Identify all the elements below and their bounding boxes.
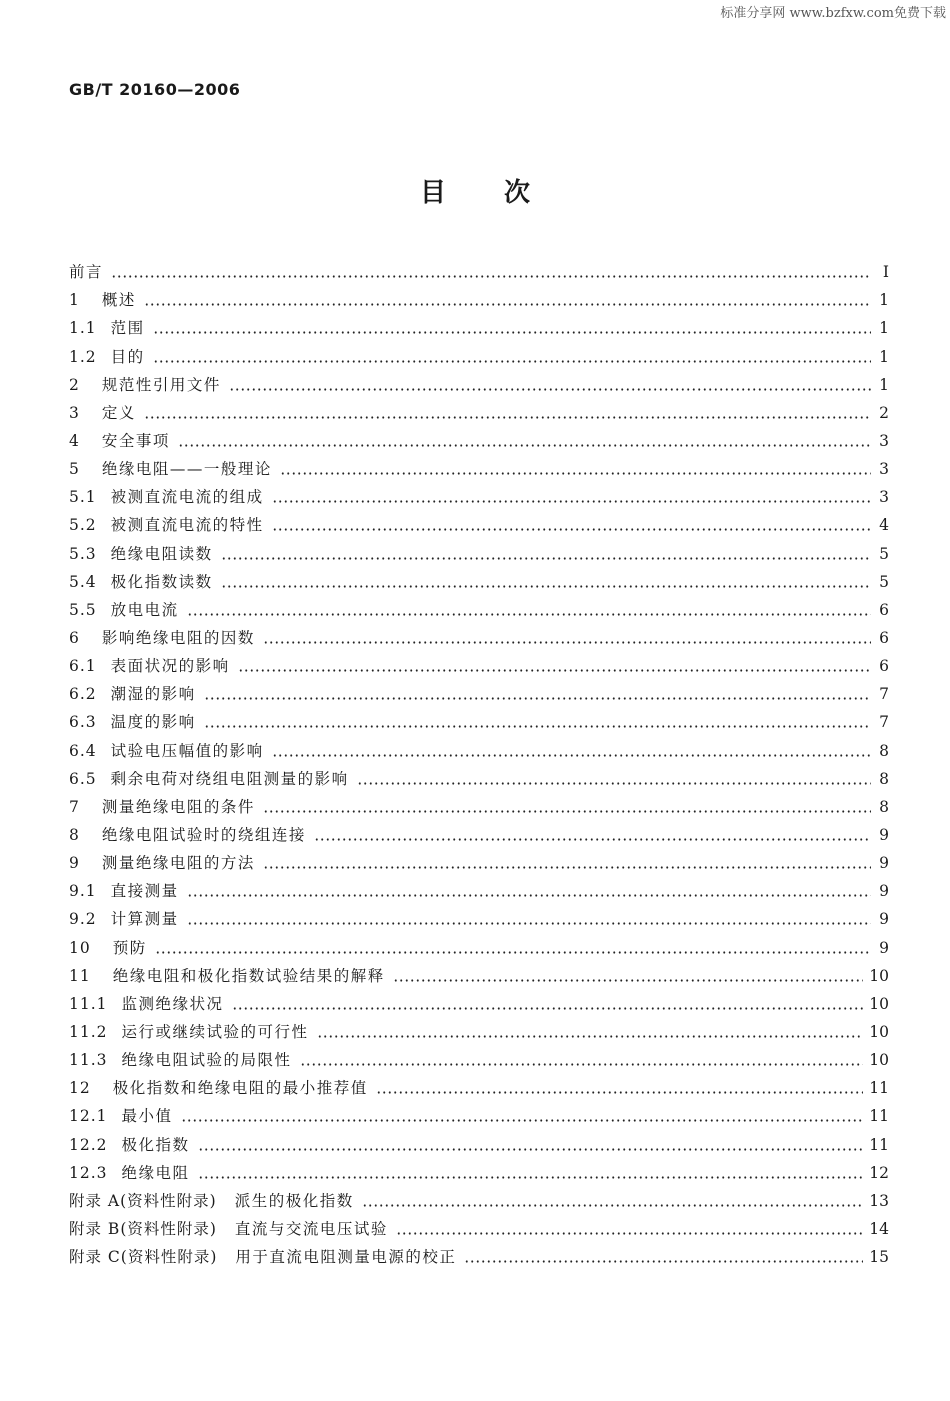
toc-leader-dots [144,416,871,419]
toc-leader-dots [187,613,871,616]
toc-entry[interactable] [69,990,889,1018]
toc-entry-page: 3 [879,431,889,450]
toc-entry-number: 6.1 [69,657,97,676]
toc-leader-dots [153,360,871,363]
toc-entry-title: 极化指数和绝缘电阻的最小推荐值 [112,1079,368,1098]
toc-entry[interactable] [69,821,889,849]
toc-leader-dots [263,866,871,869]
toc-entry[interactable] [69,933,889,961]
toc-entry-title: 极化指数 [121,1135,190,1154]
toc-entry-page: 8 [879,797,889,816]
toc-entry-number: 1.1 [69,319,97,338]
toc-entry-page: 12 [869,1163,889,1182]
toc-leader-dots [198,1176,864,1179]
toc-entry[interactable] [69,1215,889,1243]
toc-entry-page: 9 [879,825,889,844]
toc-entry-title: 概述 [101,291,136,310]
toc-leader-dots [263,641,871,644]
toc-entry-number: 4 [69,431,80,450]
toc-entry-number: 11.1 [69,994,108,1013]
toc-leader-dots [263,810,871,813]
toc-entry-number: 12.3 [69,1163,108,1182]
toc-entry-number: 9.2 [69,910,97,929]
toc-entry[interactable] [69,1018,889,1046]
toc-entry-title: 安全事项 [101,431,170,450]
toc-leader-dots [272,500,871,503]
toc-entry-page: 2 [879,403,889,422]
toc-entry-title: 极化指数读数 [110,572,213,591]
toc-entry-title: 最小值 [121,1107,173,1126]
toc-entry-page: 6 [879,657,889,676]
toc-entry-number: 5.1 [69,488,97,507]
toc-entry-title: 剩余电荷对绕组电阻测量的影响 [110,769,349,788]
toc-entry-number: 11 [69,966,91,985]
toc-entry-title: 温度的影响 [110,713,196,732]
toc-entry[interactable] [69,877,889,905]
toc-entry-title: 目的 [110,347,145,366]
toc-entry-page: 10 [869,966,889,985]
toc-leader-dots [232,1007,864,1010]
toc-entry-page: 10 [869,994,889,1013]
toc-entry-title: 运行或继续试验的可行性 [121,1022,309,1041]
toc-entry-title: 放电电流 [110,600,179,619]
toc-entry-page: 8 [879,769,889,788]
toc-entry-page: 15 [869,1248,889,1267]
toc-entry-number: 附录 C(资料性附录) [69,1248,218,1267]
toc-entry-page: 6 [879,600,889,619]
toc-entry[interactable] [69,286,889,314]
toc-entry[interactable] [69,736,889,764]
toc-entry-title: 定义 [101,403,136,422]
toc-entry-page: 9 [879,938,889,957]
toc-leader-dots [300,1063,864,1066]
toc-leader-dots [155,951,871,954]
toc-entry[interactable] [69,1159,889,1187]
toc-entry-number: 10 [69,938,91,957]
standard-code: GB/T 20160—2006 [69,80,241,99]
toc-leader-dots [187,922,871,925]
toc-entry-page: 1 [879,375,889,394]
toc-entry-number: 11.3 [69,1051,108,1070]
toc-entry[interactable] [69,427,889,455]
toc-entry-number: 7 [69,797,80,816]
toc-entry-title: 试验电压幅值的影响 [110,741,264,760]
toc-entry[interactable] [69,568,889,596]
toc-entry-page: 8 [879,741,889,760]
toc-entry-page: 3 [879,488,889,507]
toc-entry-title: 影响绝缘电阻的因数 [101,628,255,647]
toc-entry[interactable] [69,708,889,736]
toc-entry-page: 1 [879,291,889,310]
toc-entry-page: 11 [869,1107,889,1126]
toc-entry-page: 4 [879,516,889,535]
toc-entry-page: I [882,263,889,282]
watermark-text: 标准分享网 www.bzfxw.com免费下载 [720,6,946,21]
toc-leader-dots [144,303,871,306]
toc-leader-dots [111,275,871,278]
toc-entry-page: 10 [869,1022,889,1041]
toc-entry-number: 6 [69,628,80,647]
toc-entry-page: 7 [879,713,889,732]
toc-entry-page: 1 [879,347,889,366]
toc-entry-title: 计算测量 [110,910,179,929]
toc-entry-title: 监测绝缘状况 [121,994,224,1013]
toc-leader-dots [221,557,871,560]
toc-entry[interactable] [69,680,889,708]
toc-entry-number: 1 [69,291,80,310]
toc-entry-page: 5 [879,544,889,563]
toc-entry-title: 绝缘电阻试验时的绕组连接 [101,825,306,844]
toc-leader-dots [317,1035,864,1038]
toc-entry-page: 10 [869,1051,889,1070]
toc-entry-number: 5.4 [69,572,97,591]
toc-entry[interactable] [69,539,889,567]
toc-entry-page: 11 [869,1135,889,1154]
toc-entry[interactable] [69,765,889,793]
toc-entry-number: 12 [69,1079,91,1098]
toc-leader-dots [204,697,871,700]
toc-entry-number: 3 [69,403,80,422]
toc-leader-dots [229,388,871,391]
toc-entry-title: 范围 [110,319,145,338]
toc-entry-number: 5 [69,460,80,479]
toc-leader-dots [221,585,871,588]
toc-leader-dots [464,1260,863,1263]
toc-leader-dots [362,1204,864,1207]
toc-entry-number: 附录 B(资料性附录) [69,1219,217,1238]
toc-entry[interactable] [69,258,889,286]
toc-entry-title: 前言 [69,263,104,282]
toc-entry-number: 5.5 [69,600,97,619]
toc-leader-dots [178,444,871,447]
toc-entry-page: 9 [879,854,889,873]
toc-entry[interactable] [69,371,889,399]
toc-leader-dots [272,754,871,757]
toc-entry[interactable] [69,511,889,539]
page-title: 目次 [419,178,588,208]
toc-leader-dots [181,1119,864,1122]
toc-entry-number: 1.2 [69,347,97,366]
toc-entry-title: 绝缘电阻试验的局限性 [121,1051,292,1070]
toc-entry[interactable] [69,1187,889,1215]
toc-entry-title: 绝缘电阻和极化指数试验结果的解释 [112,966,385,985]
toc-leader-dots [198,1148,864,1151]
toc-entry-title: 预防 [112,938,147,957]
toc-entry-number: 6.3 [69,713,97,732]
toc-entry-page: 1 [879,319,889,338]
toc-entry-number: 附录 A(资料性附录) [69,1191,217,1210]
toc-entry[interactable] [69,342,889,370]
toc-leader-dots [393,979,864,982]
toc-leader-dots [187,894,871,897]
toc-entry[interactable] [69,793,889,821]
toc-entry-number: 9.1 [69,882,97,901]
toc-entry[interactable] [69,905,889,933]
toc-entry-title: 用于直流电阻测量电源的校正 [235,1248,457,1267]
toc-entry-number: 5.2 [69,516,97,535]
toc-entry-number: 2 [69,375,80,394]
toc-entry-page: 5 [879,572,889,591]
toc-entry-page: 6 [879,628,889,647]
toc-entry-page: 11 [869,1079,889,1098]
toc-entry-title: 测量绝缘电阻的条件 [101,797,255,816]
toc-entry-page: 14 [869,1219,889,1238]
toc-entry[interactable] [69,455,889,483]
toc-entry-number: 9 [69,854,80,873]
toc-leader-dots [272,528,871,531]
toc-entry-title: 潮湿的影响 [110,685,196,704]
toc-entry-number: 6.5 [69,769,97,788]
toc-entry-title: 绝缘电阻——一般理论 [101,460,272,479]
toc-entry-title: 直接测量 [110,882,179,901]
toc-entry-page: 3 [879,460,889,479]
toc-entry-title: 测量绝缘电阻的方法 [101,854,255,873]
toc-leader-dots [357,782,871,785]
toc-entry-number: 5.3 [69,544,97,563]
toc-leader-dots [376,1091,864,1094]
toc-entry[interactable] [69,1102,889,1130]
toc-entry[interactable] [69,652,889,680]
toc-entry-title: 派生的极化指数 [234,1191,354,1210]
toc-entry-number: 6.4 [69,741,97,760]
toc-leader-dots [204,725,871,728]
toc-entry[interactable] [69,399,889,427]
toc-entry[interactable] [69,596,889,624]
toc-entry-title: 直流与交流电压试验 [234,1219,388,1238]
toc-entry-title: 绝缘电阻读数 [110,544,213,563]
table-of-contents [69,258,889,1271]
toc-entry-title: 规范性引用文件 [101,375,221,394]
toc-entry[interactable] [69,1130,889,1158]
toc-leader-dots [396,1232,863,1235]
toc-entry-number: 11.2 [69,1022,108,1041]
toc-leader-dots [280,472,871,475]
toc-entry-page: 9 [879,910,889,929]
toc-entry-number: 12.2 [69,1135,108,1154]
toc-entry-number: 12.1 [69,1107,108,1126]
toc-entry-page: 7 [879,685,889,704]
toc-entry[interactable] [69,1243,889,1271]
toc-entry[interactable] [69,314,889,342]
toc-entry[interactable] [69,849,889,877]
toc-leader-dots [238,669,871,672]
toc-entry-title: 表面状况的影响 [110,657,230,676]
toc-entry[interactable] [69,483,889,511]
toc-entry-page: 9 [879,882,889,901]
toc-entry-title: 被测直流电流的特性 [110,516,264,535]
toc-entry[interactable] [69,1046,889,1074]
toc-entry-title: 被测直流电流的组成 [110,488,264,507]
toc-entry-title: 绝缘电阻 [121,1163,190,1182]
toc-entry[interactable] [69,1074,889,1102]
toc-entry[interactable] [69,624,889,652]
toc-entry-number: 8 [69,825,80,844]
toc-entry[interactable] [69,962,889,990]
toc-entry-page: 13 [869,1191,889,1210]
toc-leader-dots [153,331,871,334]
toc-entry-number: 6.2 [69,685,97,704]
toc-leader-dots [314,838,871,841]
